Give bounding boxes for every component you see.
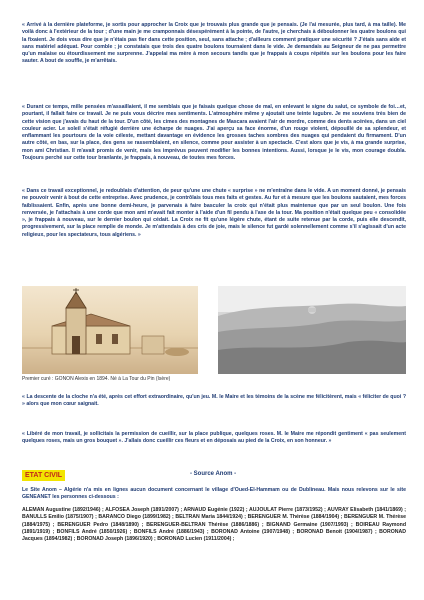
image-caption: Premier curé : GONON Alexis en 1894. Né à La Tour du Pin (Isère) bbox=[22, 376, 171, 382]
paragraph-6: Le Site Anom – Algérie n'a mis en lignes aucun document concernant le village d'Oued-El-Hammam ou de Dublineau. Mais nous relevons sur le site GENEANET les personnes ci-dessous : bbox=[22, 487, 406, 501]
paragraph-5: « Libéré de mon travail, je sollicitais la permission de cueillir, sur la place publique, quelques roses. M. le Maire me répondit gentiment « pas seulement quelques roses, mais un gros bouquet ». J'allais donc cueillir ces fleurs et en déposais au pied de la Croix, en son honneur. » bbox=[22, 431, 406, 445]
landscape-photo-image bbox=[218, 286, 406, 374]
paragraph-3: « Dans ce travail exceptionnel, je redoublais d'attention, de peur qu'une une chute « surprise » ne m'entraîne dans le vide. A un moment donné, je pensais ne pouvoir venir à bout de cette entreprise. Avec prudence, je contrôlais tous mes faits et gestes. Au fur et à mesure que les boulons sautaient, mes forces faiblissaient. Enfin, après une bonne demi-heure, je parvenais à faire basculer la croix qui n'était plus maintenue que par un seul boulon. Une fois renversée, je l'attachais à une corde que mon ami m'avait fait monter à l'aide d'un fil pendu à l'axe de la tour. Ma position n'était quelque peu « consolidée », je frappais à nouveau, sur le dernier boulon qui cédait. La Croix ne fit qu'une légère chute, étant de suite retenue par la corde, puis elle descendit, progressivement, sur la place remplie de monde. Je m'attendais à des cris de joie, mais le silence fut gardé solennellement comme s'il s'agissait d'un acte religieux, pour les spectateurs, tous algériens. » bbox=[22, 188, 406, 238]
etat-civil-header bbox=[22, 470, 406, 482]
paragraph-2: « Durant ce temps, mille pensées m'assaillaient, il me semblais que je faisais quelque chose de mal, en enlevant le signe du salut, ce symbole de foi…et, pourtant, il fallait faire ce travail. Je ne puis vous décrire mes sentiments. L'atmosphère même y ajoutait une teinte lugubre. Je me souviens très bien de cette vision que j'avais du haut de la tour. D'un côté, les cimes des montagnes de Mascara avaient l'air de mordre, comme des dents acérées, dans un ciel couleur acier. Le soleil s'était réfugié derrière une écharpe de nuages. J'ai aperçu sa face énorme, d'un rouge violent, dépouillé de sa splendeur, et enflammant les pourtours de la voie céleste, mettant davantage en évidence les grosses taches sombres des nuages qui pendaient du firmament. D'un autre côté, en bas, sur la place, des gens se rassemblaient, en silence, comme pour assister à un spectacle. C'est alors que je vis, à ma grande surprise, mon ami Christian. Il m'avait promis de venir, mais les imprévus peuvent modifier les bonnes intentions. Aussi, lorsque je le vis, mon courage doubla. Toujours perché sur cette tour branlante, je frappais, à nouveau, de toutes mes forces. bbox=[22, 104, 406, 162]
paragraph-4: « La descente de la cloche n'a été, après cet effort extraordinaire, qu'un jeu. M. le Maire et les témoins de la scène me félicitèrent, mais « féliciter de quoi ? » alors que mon cœur saignait. bbox=[22, 394, 406, 408]
paragraph-1: « Arrivé à la dernière plateforme, je sortis pour approcher la Croix que je trouvais plus grande que je pensais. (Je l'ai mesurée, plus tard, à ma taille). Me voilà donc à l'extérieur de la tour ; d'une main je me cramponnais désespérément à la pointe, de l'autre, je cherchais à déboulonner les quatre boulons qui la fixaient. Je dois vous dire que je n'étais pas fier dans cette position, seul, sans attache ; d'ailleurs comment pratiquer une sécurité ? J'étais sans aide et sans matériel adéquat. Pour comble ; je constatais que trois des quatre boulons tournaient dans le vide. Je demandais au Seigneur de ne pas permettre qu'un malaise ou étourdissement me surprenne. J'appelai ma mère à mon secours tandis que je frappais à coups répétés sur les boulons pour les faire sauter. A bout de souffle, je m'arrêtais. bbox=[22, 22, 406, 65]
church-drawing-image bbox=[22, 286, 198, 374]
names-list: ALEMAN Augustine (1892/1946) ; ALFOSEA Joseph (1891/2007) ; ARNAUD Eugénie (1922) ; AUJOULAT Pierre (1873/1952) ; AUVRAY Elisabeth (1841/1869) ; BANULLS Emilio (1875/1907) ; BARANCO Diego (1899/1982) ; BELTRAN Maria 1844/1924) ; BERENGUER M. Thérèse (1884/1904) ; BERENGUER M. Thérèse (1884/1975) ; BERENGUER Pedro (1848/1890) ; BERENGUER-BELTRAN Thérèse (1886/1886) ; BIGNAND Germaine (1907/1993) ; BOIREAU Raymond (1891/1919) ; BONFILS André (1850/1926) ; BONFILS André (1886/1943) ; BORONAD Antoine (1907/1948) ; BORONAD Benoit (1904/1987) ; BORONAD Jacques (1894/1982) ; BORONAD Joseph (1896/1920) ; BORONAD Lucien (1911/2004) ; bbox=[22, 507, 406, 543]
source-label: - Source Anom - bbox=[190, 471, 237, 477]
etat-civil-label: ETAT CIVIL bbox=[22, 470, 65, 481]
figures bbox=[22, 286, 406, 386]
